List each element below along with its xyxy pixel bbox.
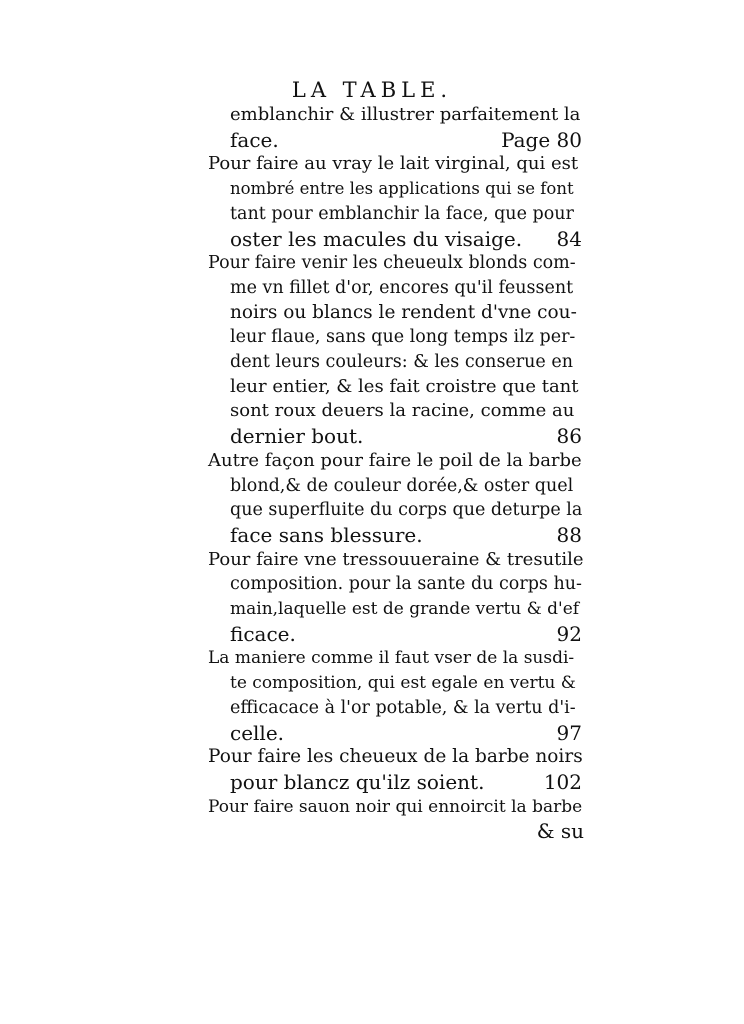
table-line xyxy=(230,473,582,499)
page-number: 97 xyxy=(556,720,582,745)
line-text: Pour faire sauon noir qui ennoircit la barbe xyxy=(208,796,583,817)
line-text: & su xyxy=(536,819,584,844)
line-text: emblanchir & illustrer parfaitement la xyxy=(230,104,581,125)
table-line xyxy=(230,423,582,449)
table-line xyxy=(230,127,582,153)
page-number: 102 xyxy=(543,769,582,794)
table-line xyxy=(230,275,582,301)
line-text: nombré entre les applications qui se font xyxy=(230,179,574,199)
line-text: Pour faire vne tressouueraine & tresutile xyxy=(208,548,584,570)
line-text: composition. pour la sante du corps hu- xyxy=(230,574,582,595)
line-text: me vn fillet d'or, encores qu'il feussent xyxy=(230,277,574,298)
line-text: leur entier, & les fait croistre que tant xyxy=(230,375,579,397)
line-text: Pour faire au vray le lait virginal, qui est xyxy=(208,153,579,175)
table-line xyxy=(230,522,582,548)
table-line xyxy=(230,201,582,227)
table-line xyxy=(208,448,584,474)
page-number: 84 xyxy=(556,226,582,251)
line-text: efficacace à l'or potable, & la vertu d'i- xyxy=(230,697,576,718)
page-number: 92 xyxy=(556,621,582,646)
line-text: Pour faire venir les cheueulx blonds com- xyxy=(208,253,576,274)
line-text: La maniere comme il faut vser de la susdi- xyxy=(208,648,575,669)
table-line xyxy=(230,226,582,252)
table-line xyxy=(208,250,584,276)
table-line xyxy=(208,794,584,820)
line-text: sont roux deuers la racine, comme au xyxy=(230,400,575,422)
table-line xyxy=(230,324,582,350)
table-line xyxy=(230,176,582,202)
line-text: face sans blessure. xyxy=(230,522,423,547)
line-text: noirs ou blancs le rendent d'vne cou- xyxy=(230,301,577,323)
line-text: celle. xyxy=(230,720,285,745)
line-text: pour blancz qu'ilz soient. xyxy=(230,769,485,794)
table-line xyxy=(230,769,582,795)
line-text: Pour faire les cheueux de la barbe noirs xyxy=(208,746,583,768)
running-header: LA TABLE. xyxy=(291,78,453,102)
table-line xyxy=(230,596,582,622)
line-text: Autre façon pour faire le poil de la barbe xyxy=(208,449,582,471)
line-text: te composition, qui est egale en vertu & xyxy=(230,673,576,694)
table-line xyxy=(208,547,584,573)
table-line xyxy=(230,102,582,128)
line-text: blond,& de couleur dorée,& oster quel xyxy=(230,475,574,496)
line-text: main,laquelle est de grande vertu & d'ef xyxy=(230,599,580,619)
catchword xyxy=(520,818,584,844)
table-line xyxy=(230,497,582,523)
page-number: 88 xyxy=(556,522,582,547)
line-text: tant pour emblanchir la face, que pour xyxy=(230,203,574,224)
table-line xyxy=(230,349,582,375)
table-line xyxy=(230,300,582,326)
table-line xyxy=(230,720,582,746)
line-text: oster les macules du visaige. xyxy=(230,226,523,251)
line-text: face. xyxy=(230,127,279,152)
line-text: leur flaue, sans que long temps ilz per- xyxy=(230,327,576,348)
table-line xyxy=(208,645,584,671)
table-line xyxy=(208,744,584,770)
table-line xyxy=(208,151,584,177)
table-line xyxy=(230,670,582,696)
page-number: Page 80 xyxy=(501,127,582,152)
table-line xyxy=(230,374,582,400)
table-line xyxy=(230,695,582,721)
line-text: dernier bout. xyxy=(230,424,364,449)
page-number: 86 xyxy=(556,424,582,449)
table-line xyxy=(230,571,582,597)
line-text: ficace. xyxy=(230,621,296,646)
line-text: que superfluite du corps que deturpe la xyxy=(230,500,583,521)
table-line xyxy=(230,621,582,647)
table-line xyxy=(230,398,582,424)
line-text: dent leurs couleurs: & les conserue en xyxy=(230,352,573,372)
